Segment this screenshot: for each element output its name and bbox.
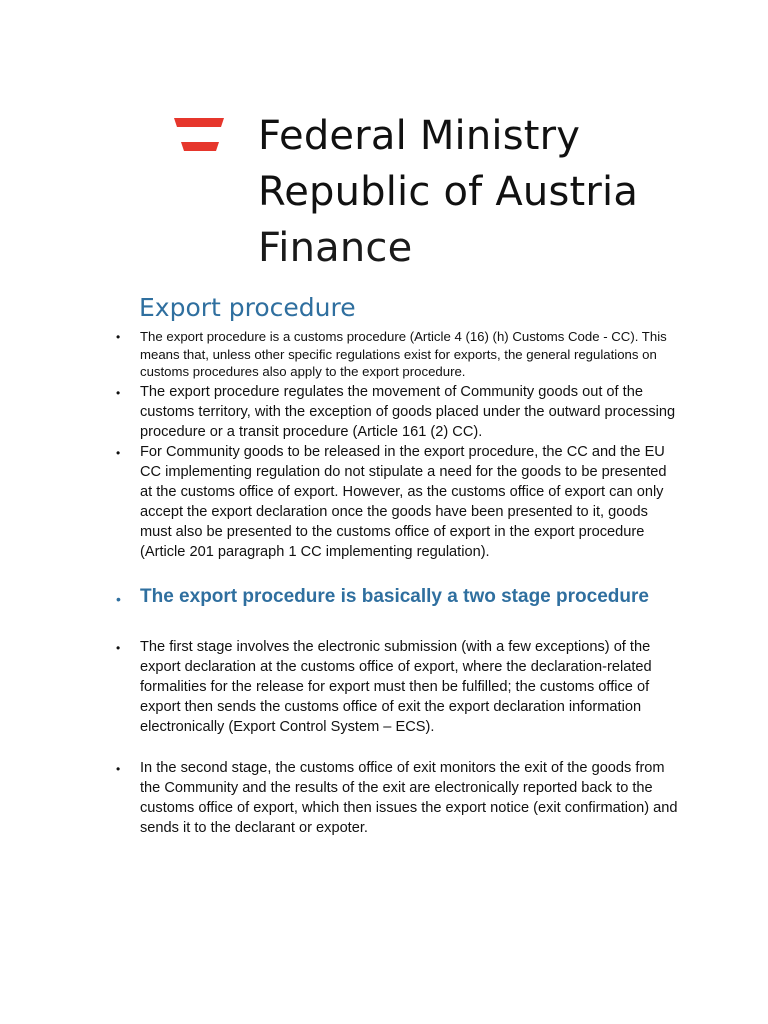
ministry-logo-text [258, 108, 638, 276]
bullet-marker: • [116, 386, 121, 400]
bullet-marker: • [116, 446, 121, 460]
bullet-marker: • [116, 762, 121, 776]
list-item: In the second stage, the customs office of exit monitors the exit of the goods from the Community and the results of the exit are electronically reported back to the customs office of export, which then issues the export notice (exit confirmation) and sends it to the declarant or expoter. [140, 760, 678, 837]
list-item: For Community goods to be released in the export procedure, the CC and the EU CC implementing regulation do not stipulate a need for the goods to be presented at the customs office of export. However, as the customs office of export can only accept the export declaration once the goods have been presented to it, goods must also be presented to the customs office of export in the export procedure (Article 201 paragraph 1 CC implementing regulation). [140, 444, 667, 561]
page-title: Export procedure [139, 293, 356, 322]
list-item: The first stage involves the electronic submission (with a few exceptions) of the export declaration at the customs office of export, where the declaration-related formalities for the release for export must then be fulfilled; the customs office of export then sends the customs office of exit the export declaration information electronically (Export Control System – ECS). [140, 639, 652, 736]
logo-line-1: Federal Ministry [258, 113, 581, 159]
logo-line-2: Republic of Austria [258, 169, 639, 215]
list-item: The export procedure regulates the movement of Community goods out of the customs territory, with the exception of goods placed under the outward processing procedure or a transit procedure (Article 161 (2) CC). [140, 384, 676, 441]
bullet-marker: • [116, 330, 121, 344]
bullet-marker: • [116, 641, 121, 655]
section-subheading: The export procedure is basically a two stage procedure [140, 586, 649, 607]
logo-line-3: Finance [258, 225, 413, 271]
list-item: The export procedure is a customs procedure (Article 4 (16) (h) Customs Code - CC). This means that, unless other specific regulations exist for exports, the general regulations on customs procedures also apply to the export procedure. [140, 329, 667, 380]
austria-flag-logo-icon [172, 118, 226, 152]
bullet-marker: • [116, 591, 121, 607]
